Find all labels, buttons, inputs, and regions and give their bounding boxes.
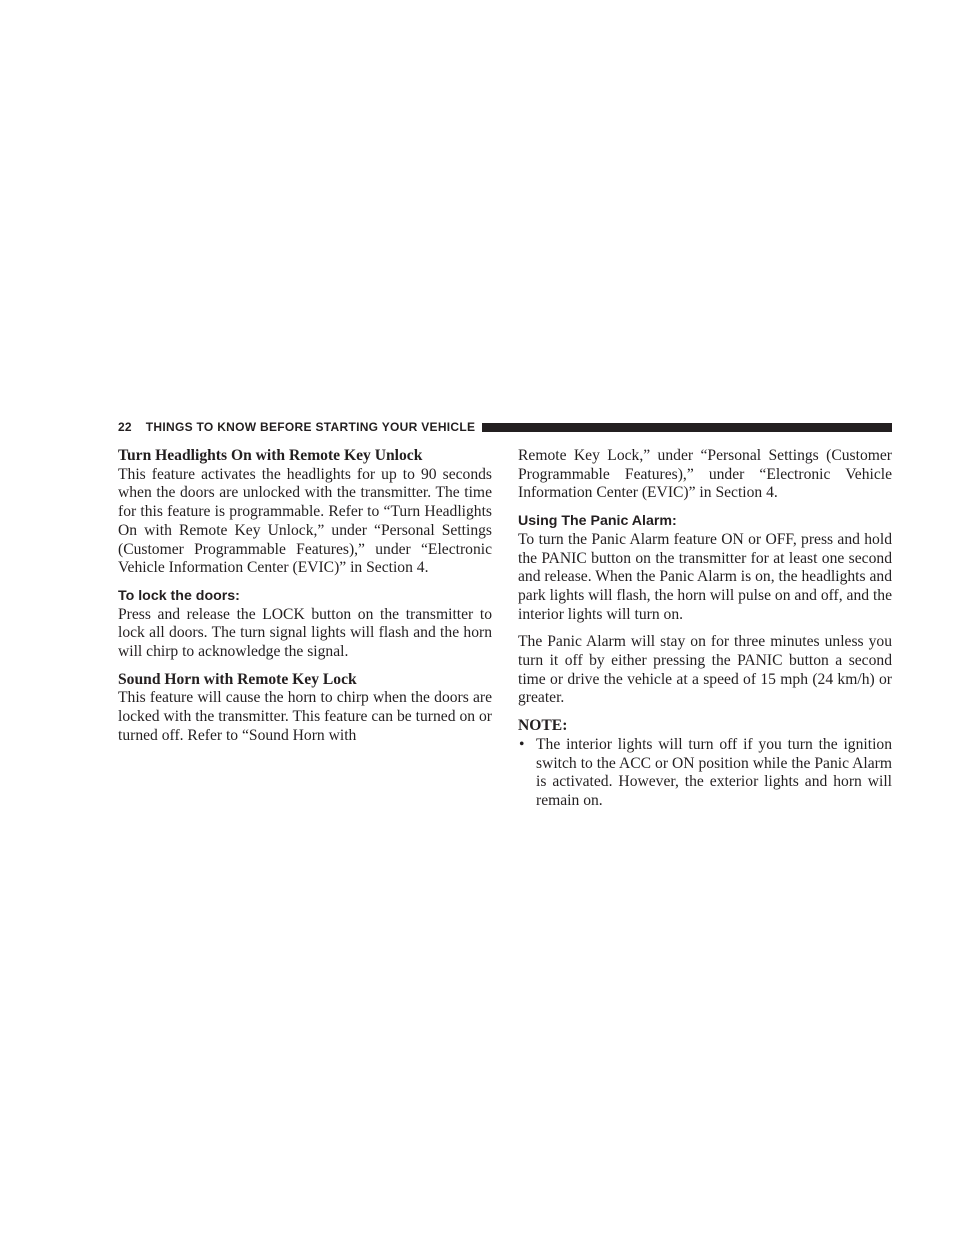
right-column bbox=[518, 447, 892, 811]
bullet-icon: • bbox=[519, 735, 525, 753]
heading-panic-alarm: Using The Panic Alarm: bbox=[518, 513, 677, 530]
body-headlights: This feature activates the headlights for up to 90 seconds when the doors are unlocked with the transmitter. The time for this feature is programmable. Refer to “Turn Headlights On with Remote Key Unlock,” under “Personal Settings (Customer Programmable Features),” under “Electronic Vehicle Information Center (EVIC)” in Section 4. bbox=[118, 465, 492, 577]
left-column bbox=[118, 447, 492, 755]
page-number: 22 bbox=[118, 420, 132, 434]
note-text: The interior lights will turn off if you turn the ignition switch to the ACC or ON position while the Panic Alarm is activated. However, the exterior lights and horn will remain on. bbox=[536, 735, 892, 809]
body-sound-horn-continued: Remote Key Lock,” under “Personal Settings (Customer Programmable Features),” under “Electronic Vehicle Information Center (EVIC)” in Section 4. bbox=[518, 447, 892, 502]
heading-sound-horn: Sound Horn with Remote Key Lock bbox=[118, 670, 357, 688]
note-label: NOTE: bbox=[518, 717, 568, 735]
page-header bbox=[118, 418, 892, 436]
list-item bbox=[518, 736, 892, 811]
heading-headlights: Turn Headlights On with Remote Key Unlock bbox=[118, 447, 423, 464]
note-list bbox=[518, 736, 892, 811]
heading-lock-doors: To lock the doors: bbox=[118, 587, 240, 604]
note-block bbox=[518, 717, 892, 811]
section-lock-doors bbox=[118, 587, 492, 662]
section-sound-horn bbox=[118, 671, 492, 746]
body-panic-duration: The Panic Alarm will stay on for three minutes unless you turn it off by either pressing the PANIC button a second time or drive the vehicle at a speed of 15 mph (24 km/h) or greater. bbox=[518, 633, 892, 707]
body-sound-horn: This feature will cause the horn to chirp when the doors are locked with the transmitter. This feature can be turned on or turned off. Refer to “Sound Horn with bbox=[118, 689, 492, 744]
body-lock-doors: Press and release the LOCK button on the transmitter to lock all doors. The turn signal lights will flash and the horn will chirp to acknowledge the signal. bbox=[118, 605, 492, 661]
section-headlights bbox=[118, 447, 492, 578]
section-title: THINGS TO KNOW BEFORE STARTING YOUR VEHICLE bbox=[145, 420, 476, 434]
body-panic-alarm: To turn the Panic Alarm feature ON or OFF, press and hold the PANIC button on the transmitter for at least one second and release. When the Panic Alarm is on, the headlights and park lights will flash, the horn will pulse on and off, and the interior lights will turn on. bbox=[518, 530, 892, 623]
section-panic-alarm bbox=[518, 512, 892, 624]
header-rule bbox=[482, 423, 892, 432]
